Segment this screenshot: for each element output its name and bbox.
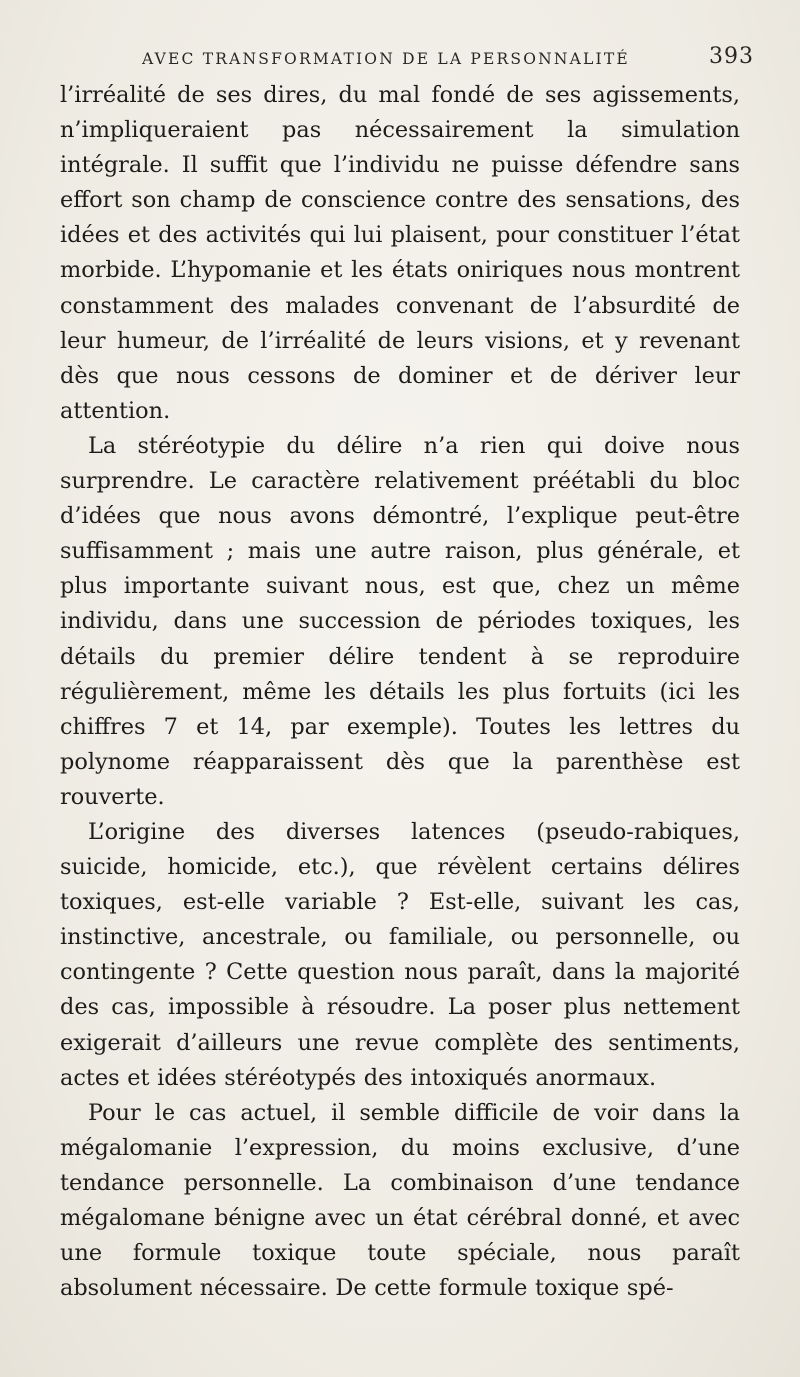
running-head (60, 38, 760, 78)
paragraph-cas-actuel: Pour le cas actuel, il semble difficile de voir dans la mégalomanie l’expression, du moins exclusive, d’une tendance personnelle. La combinaison d’une tendance mégalomane bénigne avec un état cérébral donné, et avec une formule toxique toute spéciale, nous paraît absolument nécessaire. De cette formule toxique spé- (60, 1099, 740, 1302)
body-text (60, 78, 740, 1306)
page-number: 393 (709, 44, 754, 69)
paragraph-continuation: l’irréalité de ses dires, du mal fondé de ses agissements, n’impliqueraient pas nécessairement la simulation intégrale. Il suffit que l’individu ne puisse défendre sans effort son champ de conscience contre des sensations, des idées et des activités qui lui plaisent, pour constituer l’état morbide. L’hypomanie et les états oniriques nous montrent constamment des malades convenant de l’absurdité de leur humeur, de l’irréalité de leurs visions, et y revenant dès que nous cessons de dominer et de dériver leur attention. (60, 82, 740, 424)
paragraph-stereotypie: La stéréotypie du délire n’a rien qui doive nous surprendre. Le caractère relativement préétabli du bloc d’idées que nous avons démontré, l’explique peut-être suffisamment ; mais une autre raison, plus générale, et plus importante suivant nous, est que, chez un même individu, dans une succession de périodes toxiques, les détails du premier délire tendent à se reproduire régulièrement, même les détails les plus fortuits (ici les chiffres 7 et 14, par exemple). Toutes les lettres du polynome réapparaissent dès que la parenthèse est rouverte. (60, 432, 740, 810)
paragraph-origine-latences: L’origine des diverses latences (pseudo-rabiques, suicide, homicide, etc.), que révèlent certains délires toxiques, est-elle variable ? Est-elle, suivant les cas, instinctive, ancestrale, ou familiale, ou personnelle, ou contingente ? Cette question nous paraît, dans la majorité des cas, impossible à résoudre. La poser plus nettement exigerait d’ailleurs une revue complète des sentiments, actes et idées stéréotypés des intoxiqués anormaux. (60, 818, 740, 1091)
running-title: AVEC TRANSFORMATION DE LA PERSONNALITÉ (142, 50, 630, 68)
